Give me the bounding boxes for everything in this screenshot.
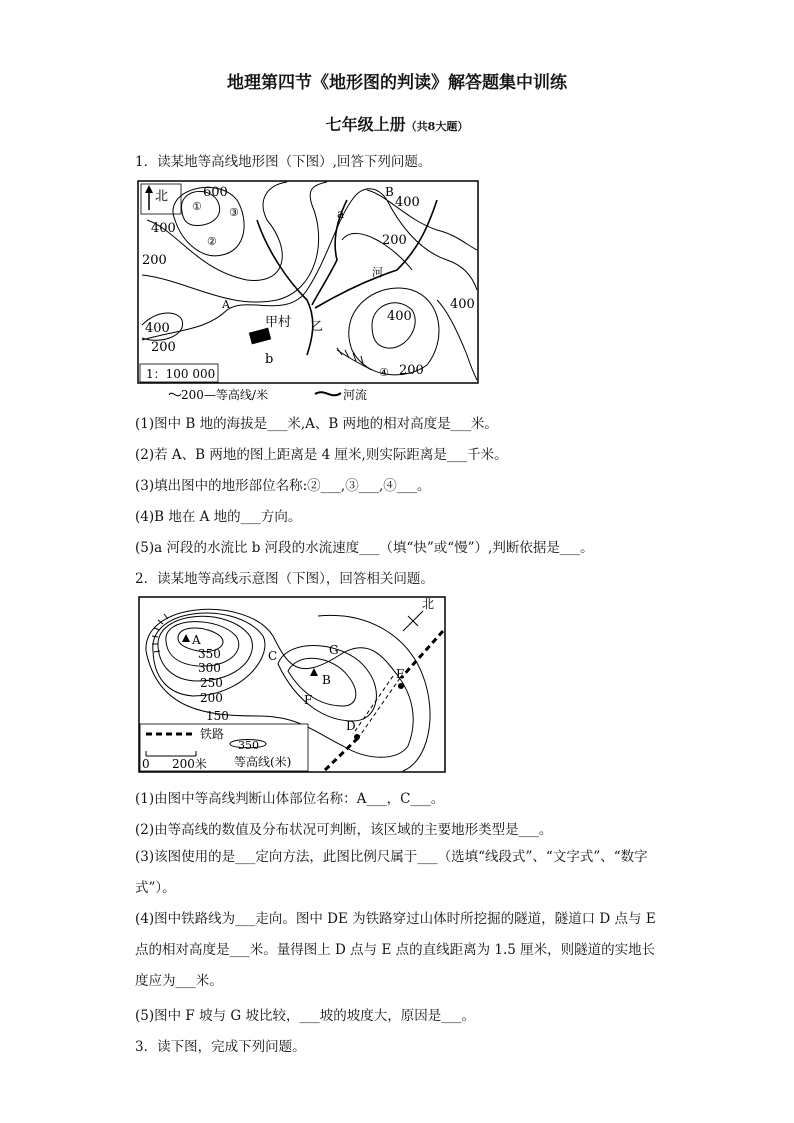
q1-item-5: (5)a 河段的水流比 b 河段的水流速度___（填“快”或“慢”）,判断依据是___。 [135,540,594,556]
q2-point-C: C [268,649,278,663]
q1-circled-2: ② [207,235,217,248]
page-title: 地理第四节《地形图的判读》解答题集中训练 [227,73,567,93]
q1-label-400-b: 400 [145,321,170,336]
q1-label-a: a [337,207,345,221]
q2-item-1: (1)由图中等高线判断山体部位名称：A___，C___。 [135,791,445,807]
q1-label-yi: 乙 [311,319,324,333]
q2-point-D: D [346,719,356,733]
q2-item-5: (5)图中 F 坡与 G 坡比较，___坡的坡度大，原因是___。 [135,1008,475,1024]
q1-label-b: b [265,352,274,367]
q2-contour-250: 250 [200,676,223,690]
q1-legend-river: 河流 [343,388,368,402]
q1-label-B: B [385,185,394,199]
q1-stem: 1．读某地等高线地形图（下图）,回答下列问题。 [135,154,432,170]
q1-label-A: A [222,298,230,311]
q1-label-200-a: 200 [142,253,167,268]
q1-north-label: 北 [155,189,169,204]
q2-contour-150: 150 [206,709,229,723]
page-subtitle [0,112,794,135]
subtitle-text: 七年级上册 [325,115,406,134]
q1-item-4: (4)B 地在 A 地的___方向。 [135,509,302,525]
q2-legend-scale: 200米 [172,757,207,771]
q2-point-E: E [396,667,405,681]
q2-item-4: (4)图中铁路线为___走向。图中 DE 为铁路穿过山体时所挖掘的隧道，隧道口 D 点与 E 点的相对高度是___米。量得图上 D 点与 E 点的直线距离为 1.5 厘米，则隧道的实地长度应为___米。 [135,911,656,989]
q1-contour-map [137,180,482,404]
q1-label-200-b: 200 [151,340,176,355]
q1-label-400-a: 400 [151,221,176,236]
q1-circled-3: ③ [229,206,239,219]
q1-label-200-c: 200 [382,233,407,248]
q2-item-3: (3)该图使用的是___定向方法，此图比例尺属于___（选填“线段式”、“文字式”、“数字式”）。 [135,849,648,896]
q2-contour-350: 350 [198,647,221,661]
q1-label-400-d: 400 [450,297,475,312]
q1-circled-1: ① [192,200,202,213]
q1-label-400-c: 400 [395,195,420,210]
q2-north-label: 北 [422,597,435,611]
q2-stem: 2．读某地等高线示意图（下图），回答相关问题。 [135,571,434,587]
q1-item-2: (2)若 A、B 两地的图上距离是 4 厘米,则实际距离是___千米。 [135,447,508,463]
q2-point-F: F [304,693,313,707]
q3-stem: 3．读下图，完成下列问题。 [135,1039,306,1055]
q1-label-200-d: 200 [399,363,424,378]
q2-legend-rail: 铁路 [200,727,225,741]
q1-circled-4: ④ [379,366,389,379]
q2-legend-contour: 等高线(米) [234,755,292,769]
q1-scale: 1：100 000 [146,367,216,381]
q1-label-400-e: 400 [387,309,412,324]
q1-legend-contour: 200—等高线/米 [181,388,268,402]
q2-contour-300: 300 [198,661,221,675]
q2-contour-200: 200 [200,691,223,705]
q1-item-3: (3)填出图中的地形部位名称:②___,③___,④___。 [135,478,431,494]
q2-legend-scale-zero: 0 [142,757,150,771]
q1-label-village: 甲村 [265,315,292,330]
q1-label-river: 河 [372,266,383,279]
q1-label-600: 600 [203,185,228,200]
subtitle-note: （共8大题） [405,120,469,133]
q2-point-B: B [322,673,331,687]
q2-point-A: A [192,633,201,647]
q2-item-2: (2)由等高线的数值及分布状况可判断，该区域的主要地形类型是___。 [135,822,553,838]
q2-point-G: G [329,643,339,657]
q1-item-1: (1)图中 B 地的海拔是___米,A、B 两地的相对高度是___米。 [135,416,498,432]
q2-legend-contour-value: 350 [238,739,259,752]
q2-contour-map [138,596,448,774]
